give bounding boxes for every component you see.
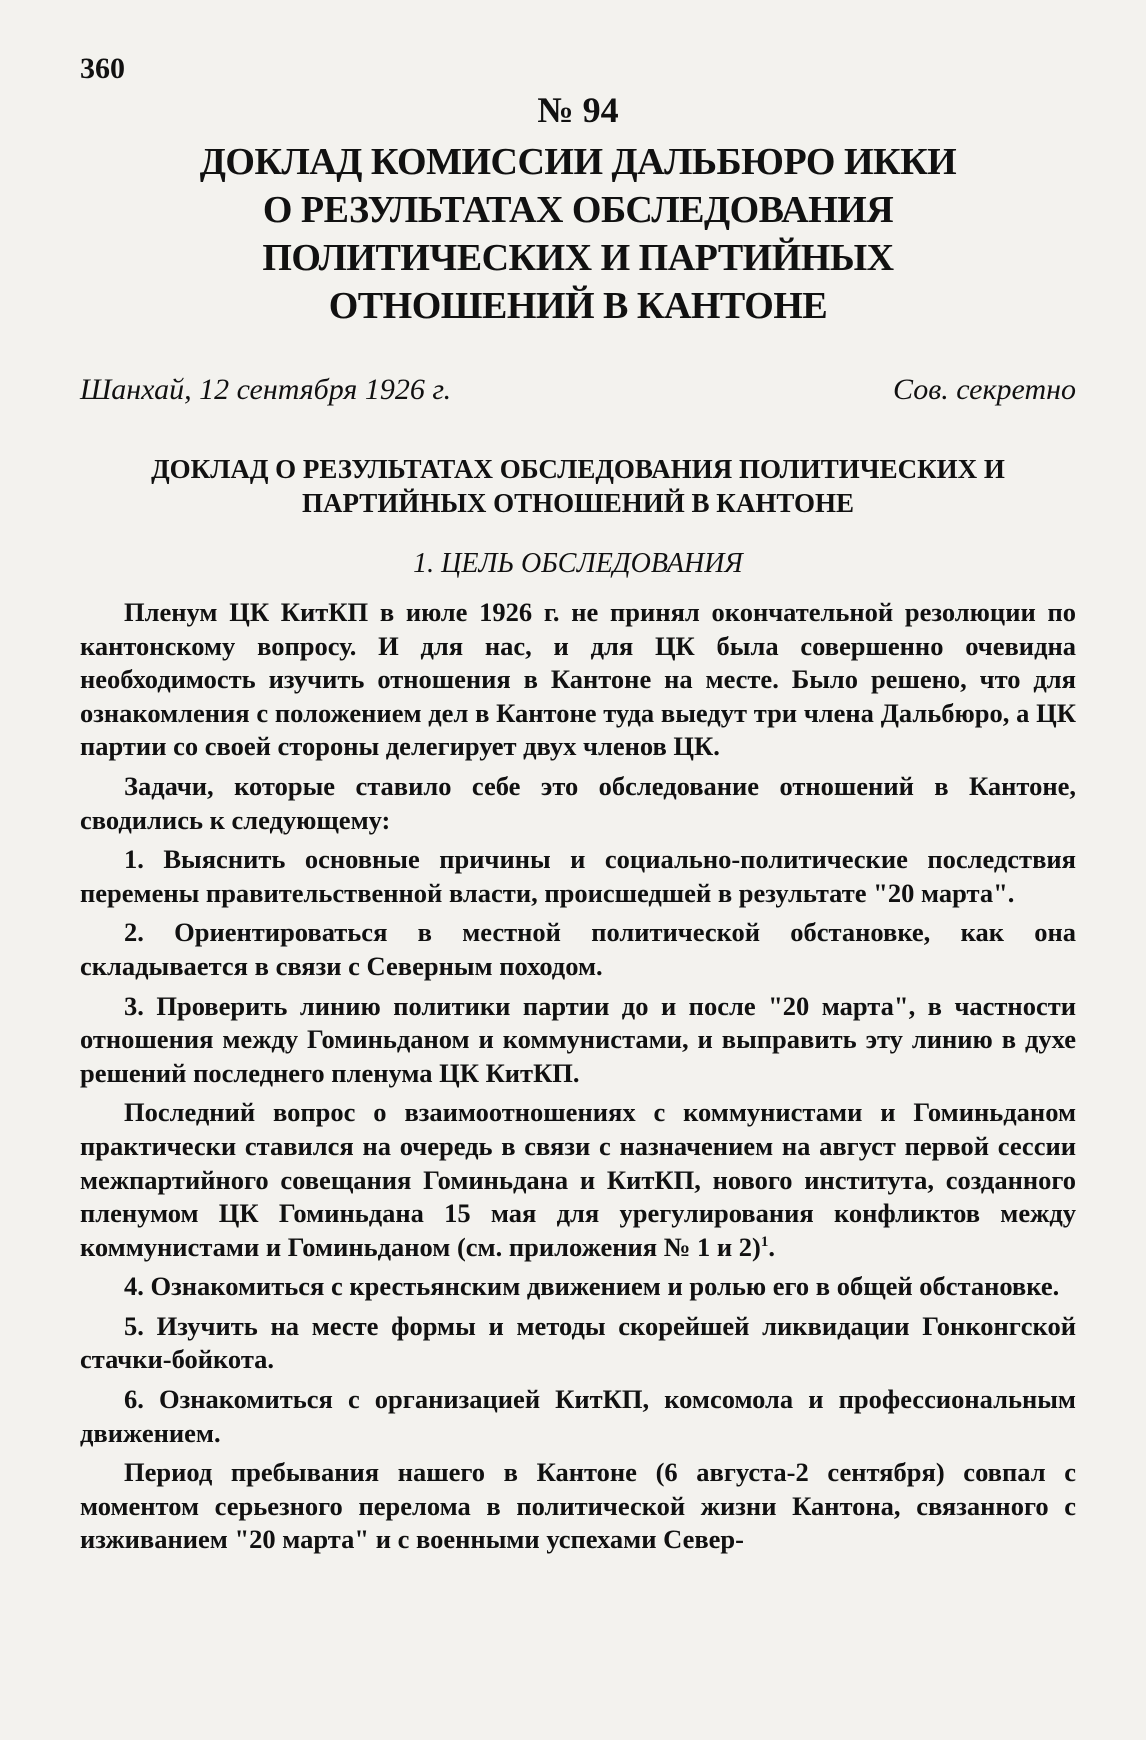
report-title: [80, 452, 1076, 520]
footnote-marker: 1: [760, 1233, 769, 1250]
paragraph: 5. Изучить на месте формы и методы скорейшей ликвидации Гонконгской стачки-бойкота.: [80, 1310, 1076, 1375]
paragraph: 3. Проверить линию политики партии до и после "20 марта", в частности отношения между Гоминьданом и коммунистами, и выправить эту линию в духе решений последнего пленума ЦК КитКП.: [80, 990, 1076, 1088]
document-title-line: О РЕЗУЛЬТАТАХ ОБСЛЕДОВАНИЯ: [262, 189, 894, 231]
paragraph: Пленум ЦК КитКП в июле 1926 г. не принял окончательной резолюции по кантонскому вопросу. И для нас, и для ЦК была совершенно очевидна необходимость изучить отношения в Кантоне на месте. Было решено, что для ознакомления с положением дел в Кантоне туда выедут три члена Дальбюро, а ЦК партии со своей стороны делегирует двух членов ЦК.: [80, 597, 1076, 762]
paragraph: 2. Ориентироваться в местной политической обстановке, как она складывается в связи с Северным походом.: [80, 917, 1076, 981]
paragraph: 6. Ознакомиться с организацией КитКП, комсомола и профессиональным движением.: [80, 1384, 1076, 1448]
document-meta: [80, 370, 1076, 410]
page-number: 360: [80, 52, 125, 85]
report-title-line: ДОКЛАД О РЕЗУЛЬТАТАХ ОБСЛЕДОВАНИЯ ПОЛИТИЧЕСКИХ И: [151, 454, 1005, 484]
document-title-line: ДОКЛАД КОМИССИИ ДАЛЬБЮРО ИККИ: [199, 141, 957, 183]
paragraph: Последний вопрос о взаимоотношениях с коммунистами и Гоминьданом практически ставился на очередь в связи с назначением на август первой сессии межпартийного совещания Гоминьдана и КитКП, нового института, созданного пленумом ЦК Гоминьдана 15 мая для урегулирования конфликтов между коммунистами и Гоминьданом (см. приложения № 1 и 2)$^1$.: [80, 1097, 1076, 1262]
document-title-line: ПОЛИТИЧЕСКИХ И ПАРТИЙНЫХ: [262, 237, 894, 279]
body-text: [80, 596, 1076, 1557]
document-title-line: ОТНОШЕНИЙ В КАНТОНЕ: [328, 285, 828, 327]
document-title: [80, 138, 1076, 330]
paragraph-text: Последний вопрос о взаимоотношениях с коммунистами и Гоминьданом практически ставился на очередь в связи с назначением на август первой сессии межпартийного совещания Гоминьдана и КитКП, нового института, созданного пленумом ЦК Гоминьдана 15 мая для урегулирования конфликтов между коммунистами и Гоминьданом (см. приложения № 1 и 2): [80, 1097, 1076, 1262]
place-date: Шанхай, 12 сентября 1926 г.: [80, 373, 452, 406]
classification-label: Сов. секретно: [893, 373, 1076, 406]
paragraph: Период пребывания нашего в Кантоне (6 августа-2 сентября) совпал с моментом серьезного перелома в политической жизни Кантона, связанного с изживанием "20 марта" и с военными успехами Север-: [80, 1457, 1076, 1555]
paragraph: 4. Ознакомиться с крестьянским движением и ролью его в общей обстановке.: [124, 1271, 1060, 1302]
paragraph: 1. Выяснить основные причины и социально-политические последствия перемены правительственной власти, происшедшей в результате "20 марта".: [80, 844, 1076, 908]
section-heading: 1. ЦЕЛЬ ОБСЛЕДОВАНИЯ: [413, 548, 743, 579]
document-number: № 94: [537, 90, 619, 130]
paragraph: Задачи, которые ставило себе это обследование отношений в Кантоне, сводились к следующему:: [80, 770, 1076, 835]
report-title-line: ПАРТИЙНЫХ ОТНОШЕНИЙ В КАНТОНЕ: [301, 488, 855, 518]
